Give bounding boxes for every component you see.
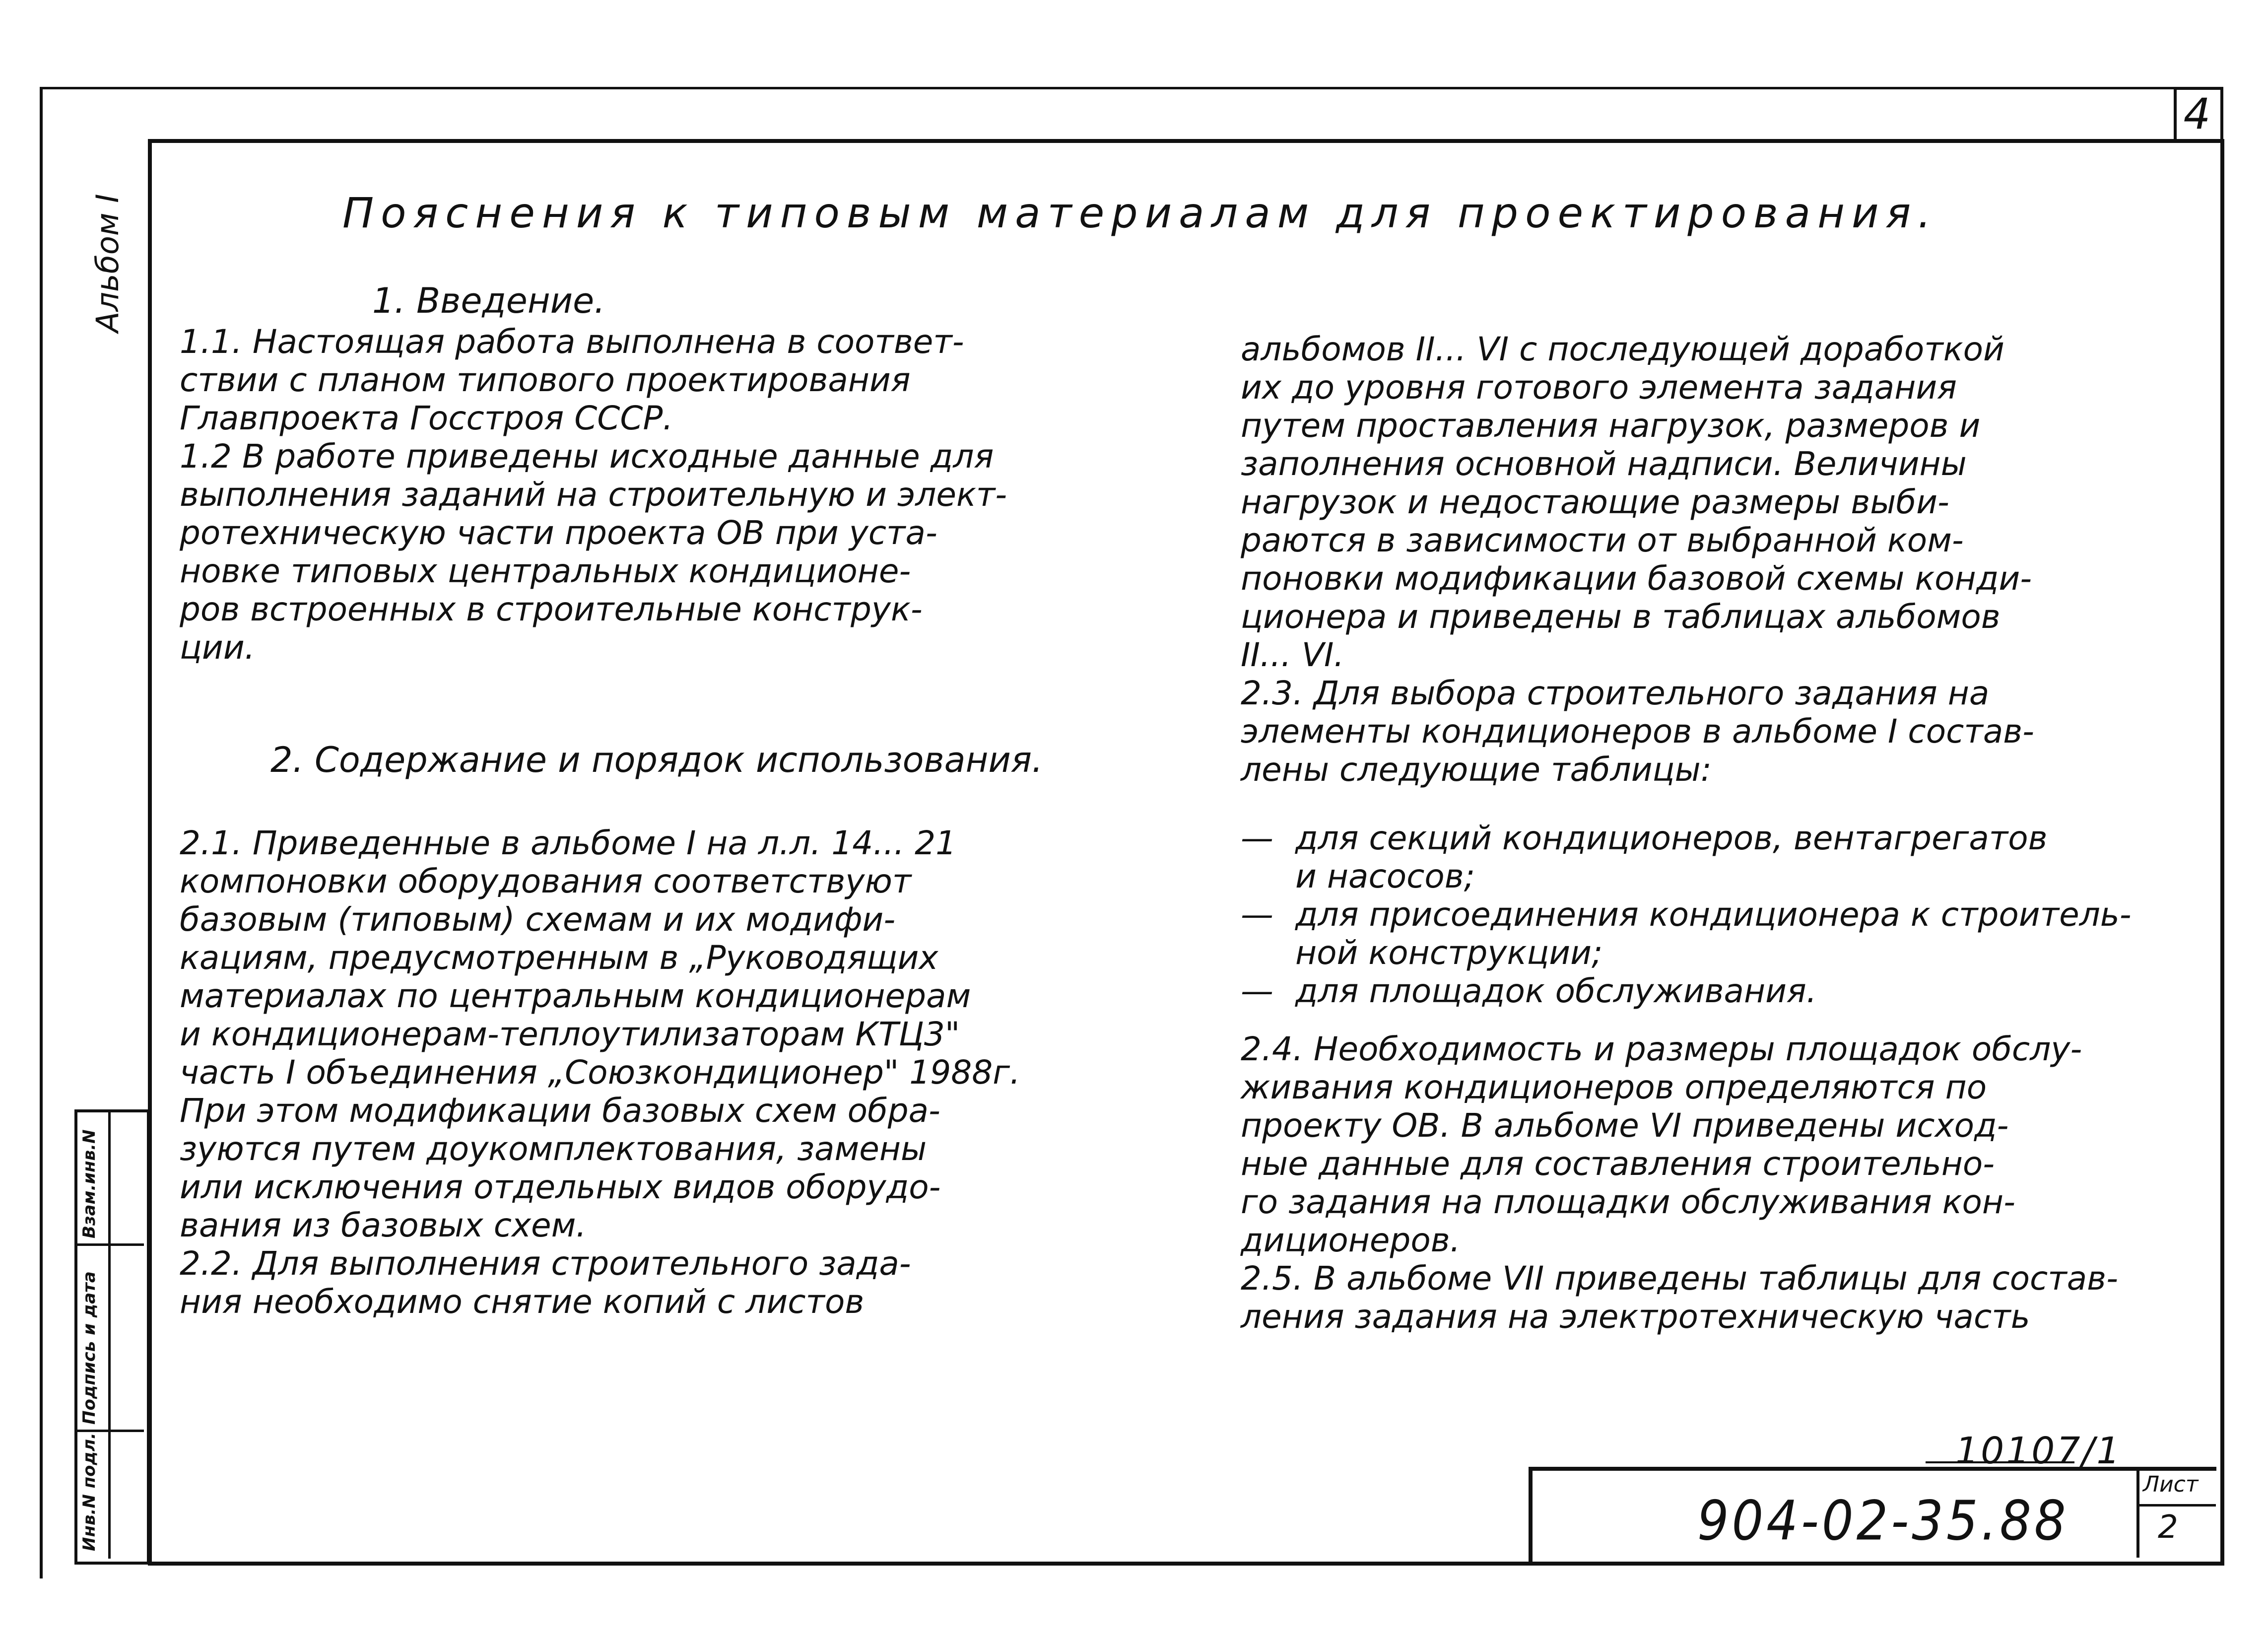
dash-item-text: для площадок обслуживания. [1295,972,1817,1010]
archive-number: 10107/1 [1955,1430,2122,1472]
document-number: 904-02-35.88 [1697,1489,2069,1553]
left-column-text-top: 1.1. Настоящая работа выполнена в соответ- ствии с планом типового проектирования Главпроекта Госстроя СССР. 1.2 В работе приведены исходные данные для выполнения заданий на строительную и элект- ротехническую части проекта ОВ при уста- новке типовых центральных кондиционе- ров встроенных в строительные конструк- ции. [180,323,1007,667]
page-number: 4 [2183,89,2211,139]
dash-list [1241,819,2132,1010]
dash-list-item: — для присоединения кондиционера к строитель- ной конструкции; [1241,895,2132,972]
dash-item-text: для секций кондиционеров, вентагрегатов и насосов; [1295,819,2048,895]
stamp-replace-label: Взам.инв.N [79,1129,99,1238]
section-2-heading: 2. Содержание и порядок использования. [270,740,1043,780]
dash-item-text: для присоединения кондиционера к строитель- ной конструкции; [1295,895,2132,972]
album-label: Альбом I [89,194,126,333]
page-title: Пояснения к типовым материалам для проектирования. [342,189,1938,237]
side-stamp-row-line [74,1243,144,1246]
sheet-number: 2 [2158,1509,2178,1546]
section-1-heading: 1. Введение. [372,280,605,321]
dash-list-item: — для секций кондиционеров, вентагрегатов и насосов; [1241,819,2048,895]
right-column-text-bottom: 2.4. Необходимость и размеры площадок обслу- живания кондиционеров определяются по проекту ОВ. В альбоме VI приведены исход- ные данные для составления строительно- го задания на площадки обслуживания кон- диционеров. 2.5. В альбоме VII приведены таблицы для состав- ления задания на электротехническую часть [1241,1030,2118,1336]
title-block-row-line [2136,1504,2216,1507]
left-column-text-bottom: 2.1. Приведенные в альбоме I на л.л. 14... 21 компоновки оборудования соответствуют базовым (типовым) схемам и их модифи- кациям, предусмотренным в „Руководящих материалах по центральным кондиционерам и кондиционерам-теплоутилизаторам КТЦ3" часть I объединения „Союзкондиционер" 1988г. При этом модификации базовых схем обра- зуются путем доукомплектования, замены или исключения отдельных видов оборудо- вания из базовых схем. 2.2. Для выполнения строительного зада- ния необходимо снятие копий с листов [180,824,1020,1321]
stamp-signature-label: Подпись и дата [79,1271,99,1425]
side-stamp-row-line [74,1430,144,1432]
right-column-text-top: альбомов II... VI с последующей доработкой их до уровня готового элемента задания путем проставления нагрузок, размеров и заполнения основной надписи. Величины нагрузок и недостающие размеры выби- раются в зависимости от выбранной ком- поновки модификации базовой схемы конди- ционера и приведены в таблицах альбомов II... VI. 2.3. Для выбора строительного задания на элементы кондиционеров в альбоме I состав- лены следующие таблицы: [1241,330,2034,789]
archive-underline [1926,1461,2074,1463]
title-block-divider [2136,1467,2139,1558]
stamp-inventory-label: Инв.N подл. [79,1433,99,1551]
sheet-label: Лист [2143,1472,2199,1497]
side-stamp-divider [108,1109,111,1559]
dash-list-item: — для площадок обслуживания. [1241,972,1817,1010]
